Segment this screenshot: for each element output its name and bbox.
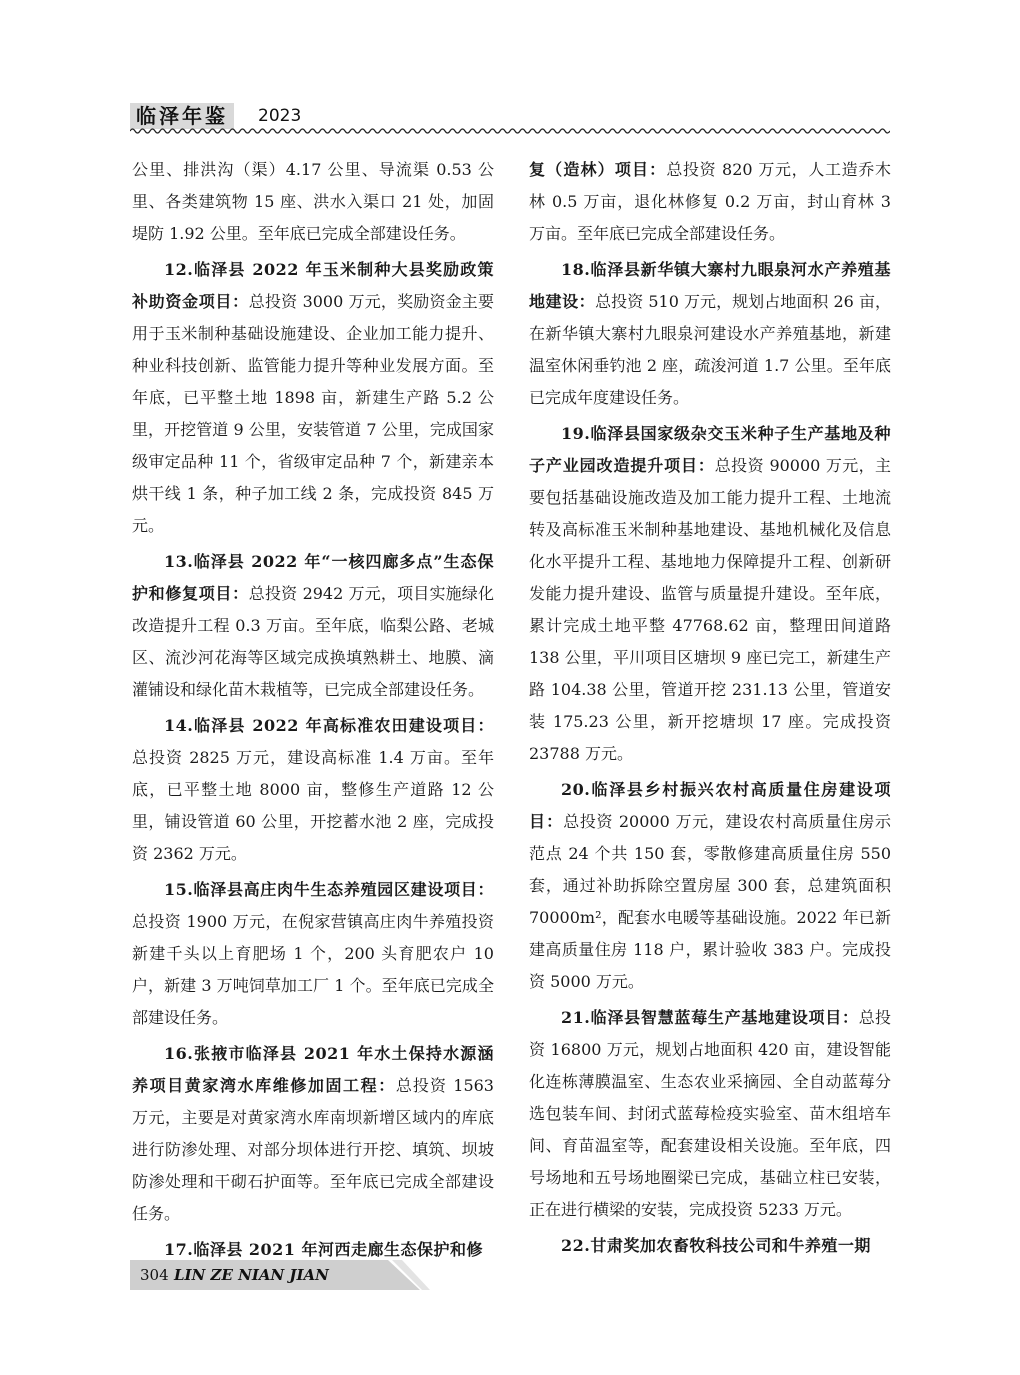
header-wave-rule xyxy=(130,127,890,135)
paragraph-lead: 19.临泽县国家级杂交玉米种子生产基地及种子产业园改造提升项目： xyxy=(529,424,891,475)
paragraph-text: 总投资 820 万元，人工造乔木林 0.5 万亩，退化林修复 0.2 万亩，封山育林 3 万亩。至年底已完成全部建设任务。 xyxy=(529,160,891,243)
paragraph-lead: 20.临泽县乡村振兴农村高质量住房建设项目： xyxy=(529,780,891,831)
paragraph-lead: 15.临泽县高庄肉牛生态养殖园区建设项目： xyxy=(164,880,494,899)
paragraph-lead: 17.临泽县 2021 年河西走廊生态保护和修 xyxy=(164,1240,484,1259)
paragraph xyxy=(529,1002,891,1226)
paragraph-text: 总投资 2825 万元，建设高标准 1.4 万亩。至年底，已平整土地 8000 亩，整修生产道路 12 公里，铺设管道 60 公里，开挖蓄水池 2 座，完成投资 2362 万元。 xyxy=(132,748,494,863)
running-footer xyxy=(130,1260,430,1290)
paragraph xyxy=(132,874,494,1034)
paragraph-text: 总投资 20000 万元，建设农村高质量住房示范点 24 个共 150 套，零散修建高质量住房 550 套，通过补助拆除空置房屋 300 套，总建筑面积 70000m²，配套水电暖等基础设施。2022 年已新建高质量住房 118 户，累计验收 383 户。完成投资 5000 万元。 xyxy=(529,812,891,991)
paragraph xyxy=(132,546,494,706)
left-column xyxy=(132,154,494,1270)
paragraph xyxy=(529,154,891,250)
paragraph xyxy=(132,710,494,870)
paragraph-text: 总投资 1900 万元，在倪家营镇高庄肉牛养殖投资新建千头以上育肥场 1 个，200 头育肥农户 10 户，新建 3 万吨饲草加工厂 1 个。至年底已完成全部建设任务。 xyxy=(132,912,494,1027)
paragraph xyxy=(132,254,494,542)
paragraph-lead: 12.临泽县 2022 年玉米制种大县奖励政策补助资金项目： xyxy=(132,260,494,311)
paragraph-text: 总投资 3000 万元，奖励资金主要用于玉米制种基础设施建设、企业加工能力提升、种业科技创新、监管能力提升等种业发展方面。至年底，已平整土地 1898 亩，新建生产路 5.2 公里，开挖管道 9 公里，安装管道 7 公里，完成国家级审定品种 11 个，省级审定品种 7 个，新建亲本烘干线 1 条，种子加工线 2 条，完成投资 845 万元。 xyxy=(132,292,494,535)
paragraph xyxy=(529,418,891,770)
paragraph-text: 总投资 1563 万元，主要是对黄家湾水库南坝新增区域内的库底进行防渗处理、对部分坝体进行开挖、填筑、坝坡防渗处理和干砌石护面等。至年底已完成全部建设任务。 xyxy=(132,1076,494,1223)
paragraph xyxy=(529,774,891,998)
paragraph-text: 总投资 510 万元，规划占地面积 26 亩，在新华镇大寨村九眼泉河建设水产养殖基地，新建温室休闲垂钓池 2 座，疏浚河道 1.7 公里。至年底已完成年度建设任务。 xyxy=(529,292,891,407)
paragraph-lead: 14.临泽县 2022 年高标准农田建设项目： xyxy=(164,716,494,735)
paragraph xyxy=(529,1230,891,1262)
paragraph xyxy=(132,1038,494,1230)
paragraph xyxy=(132,154,494,250)
right-column xyxy=(529,154,891,1266)
paragraph-lead: 13.临泽县 2022 年“一核四廊多点”生态保护和修复项目： xyxy=(132,552,494,603)
paragraph-text: 总投资 90000 万元，主要包括基础设施改造及加工能力提升工程、土地流转及高标准玉米制种基地建设、基地机械化及信息化水平提升工程、基地地力保障提升工程、创新研发能力提升建设、监管与质量提升建设。至年底，累计完成土地平整 47768.62 亩，整理田间道路 138 公里，平川项目区塘坝 9 座已完工，新建生产路 104.38 公里，管道开挖 231.13 公里，管道安装 175.23 公里，新开挖塘坝 17 座。完成投资 23788 万元。 xyxy=(529,456,891,763)
paragraph-text: 总投资 16800 万元，规划占地面积 420 亩，建设智能化连栋薄膜温室、生态农业采摘园、全自动蓝莓分选包装车间、封闭式蓝莓检疫实验室、苗木组培车间、育苗温室等，配套建设相关设施。至年底，四号场地和五号场地圈梁已完成，基础立柱已安装，正在进行横梁的安装，完成投资 5233 万元。 xyxy=(529,1008,891,1219)
paragraph-lead: 21.临泽县智慧蓝莓生产基地建设项目： xyxy=(561,1008,859,1027)
paragraph-lead: 18.临泽县新华镇大寨村九眼泉河水产养殖基地建设： xyxy=(529,260,891,311)
yearbook-year: 2023 xyxy=(258,106,302,126)
paragraph-text: 总投资 2942 万元，项目实施绿化改造提升工程 0.3 万亩。至年底，临梨公路、老城区、流沙河花海等区域完成换填熟耕土、地膜、滴灌铺设和绿化苗木栽植等，已完成全部建设任务。 xyxy=(132,584,494,699)
paragraph-lead: 复（造林）项目： xyxy=(529,160,667,179)
paragraph-lead: 16.张掖市临泽县 2021 年水土保持水源涵养项目黄家湾水库维修加固工程： xyxy=(132,1044,494,1095)
yearbook-logo: 临泽年鉴 xyxy=(130,103,234,129)
paragraph-lead: 22.甘肃奖加农畜牧科技公司和牛养殖一期 xyxy=(561,1236,871,1255)
footer-title: LIN ZE NIAN JIAN xyxy=(174,1266,329,1284)
page-number: 304 xyxy=(140,1266,169,1284)
running-header xyxy=(130,100,890,140)
paragraph xyxy=(529,254,891,414)
paragraph-text: 公里、排洪沟（渠）4.17 公里、导流渠 0.53 公里、各类建筑物 15 座、洪水入渠口 21 处，加固堤防 1.92 公里。至年底已完成全部建设任务。 xyxy=(132,160,494,243)
